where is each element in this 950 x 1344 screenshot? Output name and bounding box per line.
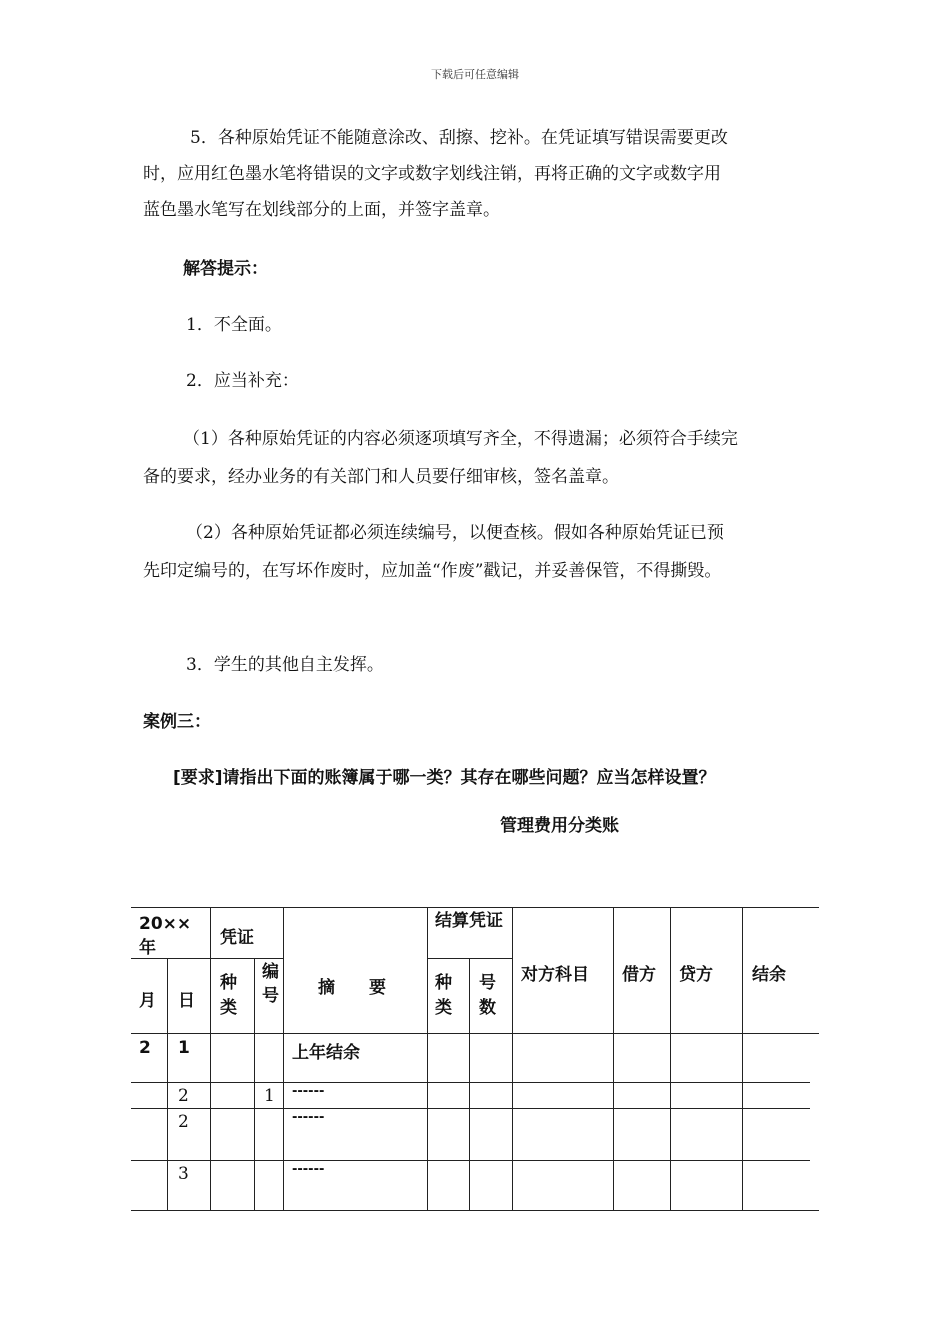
header-credit: 贷方 [679,965,713,985]
header-voucher: 凭证 [220,928,254,948]
page-header: 下载后可任意编辑 [431,68,519,81]
table-row-2-summary: ------ [292,1084,325,1099]
header-settle-voucher: 结算凭证 [435,911,503,931]
requirement-text: [要求]请指出下面的账簿属于哪一类？其存在哪些问题？应当怎样设置？ [173,768,716,788]
ledger-title: 管理费用分类账 [500,816,619,836]
sub1-line2: 备的要求，经办业务的有关部门和人员要仔细审核，签名盖章。 [143,467,619,487]
table-row-2-day: 2 [178,1086,189,1106]
header-voucher-no: 编号 [262,962,279,1006]
item5-line2: 时，应用红色墨水笔将错误的文字或数字划线注销，再将正确的文字或数字用 [143,164,721,184]
answer-1: 1．不全面。 [186,315,282,335]
sub2-line2: 先印定编号的，在写坏作废时，应加盖“作废”戳记，并妥善保管，不得撕毁。 [143,561,722,581]
sub2-line1: （2）各种原始凭证都必须连续编号，以便查核。假如各种原始凭证已预 [186,523,724,543]
header-debit: 借方 [622,965,656,985]
header-year: 20××年 [139,914,192,958]
table-row-1-summary: 上年结余 [292,1043,360,1063]
table-row-4-day: 3 [178,1164,189,1184]
header-summary: 摘 要 [318,978,386,998]
table-row-3-day: 2 [178,1112,189,1132]
header-counter-account: 对方科目 [521,965,589,985]
header-day: 日 [178,991,195,1011]
table-row-1-day: 1 [178,1038,190,1058]
sub1-line1: （1）各种原始凭证的内容必须逐项填写齐全，不得遗漏；必须符合手续完 [183,429,738,449]
header-settle-no: 号数 [479,973,496,1018]
case-heading: 案例三： [143,712,211,732]
answer-heading: 解答提示： [183,259,268,279]
header-month: 月 [139,991,156,1011]
header-voucher-type: 种类 [220,973,237,1018]
item5-line3: 蓝色墨水笔写在划线部分的上面，并签字盖章。 [143,200,500,220]
header-settle-type: 种类 [435,973,452,1018]
table-row-3-summary: ------ [292,1110,325,1125]
item5-line1: 5．各种原始凭证不能随意涂改、刮擦、挖补。在凭证填写错误需要更改 [190,128,728,148]
answer-2: 2．应当补充： [186,371,299,391]
table-row-2-no: 1 [264,1086,275,1106]
header-balance: 结余 [752,965,786,985]
table-row-1-month: 2 [139,1038,151,1058]
answer-3: 3．学生的其他自主发挥。 [186,655,384,675]
table-row-4-summary: ------ [292,1162,325,1177]
